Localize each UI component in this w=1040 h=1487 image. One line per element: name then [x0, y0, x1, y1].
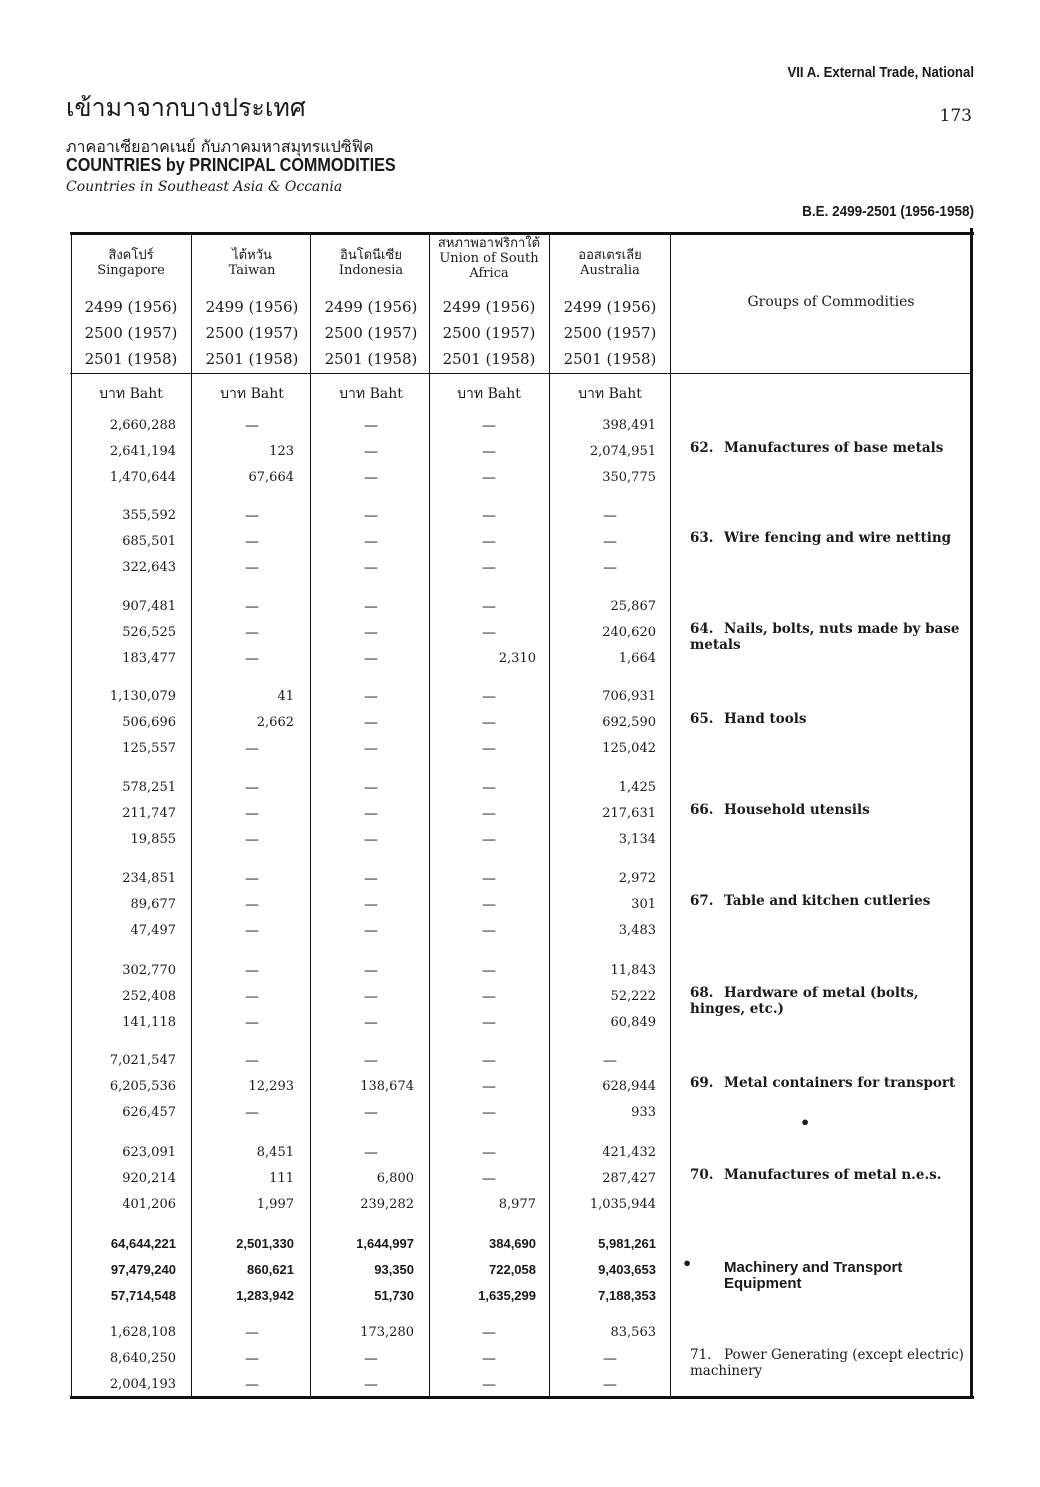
commodity-group — [690, 440, 972, 456]
value-cell: 1,283,942 — [236, 1288, 294, 1303]
empty-dash: — — [482, 1079, 496, 1095]
value-cell: 384,690 — [489, 1236, 536, 1251]
value-cell: 217,631 — [602, 806, 656, 821]
value-cell: 11,843 — [610, 963, 656, 978]
empty-dash: — — [364, 418, 378, 434]
commodity-label: Nails, bolts, nuts made by base metals — [690, 621, 960, 653]
empty-dash: — — [364, 963, 378, 979]
value-cell: 239,282 — [360, 1197, 414, 1212]
commodity-number: 70. — [690, 1167, 714, 1183]
column-header-english: Singapore — [97, 263, 165, 278]
value-cell: 211,747 — [122, 806, 176, 821]
value-cell: 47,497 — [130, 923, 176, 938]
commodity-number: 67. — [690, 893, 714, 909]
empty-dash: — — [482, 1377, 496, 1393]
empty-dash: — — [482, 444, 496, 460]
subtitle-english: Countries in Southeast Asia & Occania — [66, 179, 343, 195]
column-header-english: Taiwan — [228, 263, 276, 278]
value-cell: 2,660,288 — [109, 418, 176, 433]
value-cell: 355,592 — [122, 508, 176, 523]
year-label: 2499 (1956) — [324, 298, 418, 316]
commodity-number: 71. — [690, 1347, 712, 1363]
value-cell: 578,251 — [122, 780, 176, 795]
value-cell: 302,770 — [122, 963, 176, 978]
unit-label: บาท Baht — [99, 386, 163, 402]
column-header — [430, 236, 548, 281]
value-cell: 8,977 — [498, 1197, 536, 1212]
value-cell: 623,091 — [122, 1145, 176, 1160]
value-cell: 9,403,653 — [598, 1262, 656, 1277]
year-label: 2500 (1957) — [324, 324, 418, 342]
value-cell: 626,457 — [122, 1105, 176, 1120]
empty-dash: — — [482, 1145, 496, 1161]
value-cell: 1,635,299 — [478, 1288, 536, 1303]
commodity-group — [690, 530, 972, 546]
year-label: 2500 (1957) — [442, 324, 536, 342]
empty-dash: — — [603, 1377, 617, 1393]
commodity-group-label: Machinery and Transport Equipment — [724, 1259, 903, 1292]
column-rule — [310, 235, 311, 1396]
value-cell: 1,628,108 — [109, 1325, 176, 1340]
empty-dash: — — [245, 989, 259, 1005]
value-cell: 8,640,250 — [109, 1351, 176, 1366]
column-header — [193, 248, 311, 278]
value-cell: 350,775 — [602, 470, 656, 485]
empty-dash: — — [364, 1105, 378, 1121]
empty-dash: — — [482, 1171, 496, 1187]
empty-dash: — — [482, 1053, 496, 1069]
value-cell: 2,004,193 — [109, 1377, 176, 1392]
empty-dash: — — [482, 780, 496, 796]
empty-dash: — — [364, 560, 378, 576]
value-cell: 322,643 — [122, 560, 176, 575]
empty-dash: — — [482, 508, 496, 524]
year-label: 2499 (1956) — [442, 298, 536, 316]
commodity-group — [690, 802, 972, 818]
value-cell: 907,481 — [122, 599, 176, 614]
empty-dash: — — [482, 625, 496, 641]
value-cell: 8,451 — [256, 1145, 294, 1160]
value-cell: 2,662 — [256, 715, 294, 730]
year-label: 2501 (1958) — [563, 350, 657, 368]
commodity-group — [690, 893, 972, 909]
value-cell: 89,677 — [130, 897, 176, 912]
year-label: 2501 (1958) — [442, 350, 536, 368]
value-cell: 628,944 — [602, 1079, 656, 1094]
value-cell: 2,074,951 — [589, 444, 656, 459]
value-cell: 240,620 — [602, 625, 656, 640]
value-cell: 7,021,547 — [109, 1053, 176, 1068]
value-cell: 51,730 — [374, 1288, 414, 1303]
value-cell: 12,293 — [248, 1079, 294, 1094]
commodity-number: 68. — [690, 985, 714, 1001]
empty-dash: — — [482, 832, 496, 848]
empty-dash: — — [245, 1377, 259, 1393]
value-cell: 183,477 — [122, 651, 176, 666]
empty-dash: — — [364, 599, 378, 615]
value-cell: 1,644,997 — [356, 1236, 414, 1251]
empty-dash: — — [364, 806, 378, 822]
empty-dash: — — [482, 989, 496, 1005]
empty-dash: — — [364, 1015, 378, 1031]
empty-dash: — — [482, 1015, 496, 1031]
empty-dash: — — [245, 534, 259, 550]
value-cell: 722,058 — [489, 1262, 536, 1277]
value-cell: 6,800 — [376, 1171, 414, 1186]
column-header-thai: ออสเตรเลีย — [578, 248, 642, 263]
unit-label: บาท Baht — [578, 386, 642, 402]
empty-dash: — — [482, 871, 496, 887]
empty-dash: — — [245, 832, 259, 848]
empty-dash: — — [245, 741, 259, 757]
year-label: 2500 (1957) — [84, 324, 178, 342]
empty-dash: — — [364, 651, 378, 667]
value-cell: 398,491 — [602, 418, 656, 433]
subtitle-thai: ภาคอาเซียอาคเนย์ กับภาคมหาสมุทรแปซิฟิค — [66, 137, 374, 156]
value-cell: 706,931 — [602, 689, 656, 704]
value-cell: 3,483 — [618, 923, 656, 938]
value-cell: 2,310 — [498, 651, 536, 666]
value-cell: 933 — [631, 1105, 656, 1120]
empty-dash: — — [245, 963, 259, 979]
empty-dash: — — [364, 871, 378, 887]
value-cell: 52,222 — [610, 989, 656, 1004]
column-header — [72, 248, 190, 278]
empty-dash: — — [364, 780, 378, 796]
value-cell: 111 — [269, 1171, 294, 1186]
empty-dash: — — [482, 963, 496, 979]
column-rule — [429, 235, 430, 1396]
year-label: 2499 (1956) — [205, 298, 299, 316]
value-cell: 287,427 — [602, 1171, 656, 1186]
empty-dash: — — [364, 897, 378, 913]
commodity-number: 65. — [690, 711, 714, 727]
value-cell: 41 — [277, 689, 294, 704]
empty-dash: — — [364, 1351, 378, 1367]
column-header-english: Union of South Africa — [439, 251, 539, 281]
empty-dash: — — [245, 1015, 259, 1031]
commodity-number: 69. — [690, 1075, 714, 1091]
column-rule — [670, 235, 671, 1396]
value-cell: 3,134 — [618, 832, 656, 847]
column-header-thai: อินโดนีเซีย — [340, 248, 402, 263]
column-header-english: Australia — [580, 263, 640, 278]
empty-dash: — — [364, 923, 378, 939]
value-cell: 301 — [631, 897, 656, 912]
year-label: 2499 (1956) — [84, 298, 178, 316]
empty-dash: — — [364, 625, 378, 641]
value-cell: 64,644,221 — [110, 1236, 176, 1251]
period-label: B.E. 2499-2501 (1956-1958) — [802, 203, 974, 220]
year-label: 2501 (1958) — [84, 350, 178, 368]
empty-dash: — — [603, 1351, 617, 1367]
column-header-thai: ไต้หวัน — [232, 248, 272, 263]
value-cell: 2,972 — [618, 871, 656, 886]
commodity-label: Metal containers for transport — [724, 1075, 956, 1091]
commodity-number: 66. — [690, 802, 714, 818]
commodity-group — [690, 1347, 972, 1379]
year-label: 2499 (1956) — [563, 298, 657, 316]
value-cell: 860,621 — [247, 1262, 294, 1277]
value-cell: 1,130,079 — [109, 689, 176, 704]
value-cell: 57,714,548 — [110, 1288, 176, 1303]
commodity-number: 62. — [690, 440, 714, 456]
unit-label: บาท Baht — [339, 386, 403, 402]
empty-dash: — — [364, 1145, 378, 1161]
empty-dash: — — [364, 470, 378, 486]
empty-dash: — — [603, 560, 617, 576]
empty-dash: — — [245, 651, 259, 667]
column-header-english: Indonesia — [338, 263, 404, 278]
value-cell: 19,855 — [130, 832, 176, 847]
bullet-dot: • — [682, 1254, 693, 1273]
empty-dash: — — [245, 1105, 259, 1121]
empty-dash: — — [245, 871, 259, 887]
value-cell: 67,664 — [248, 470, 294, 485]
empty-dash: — — [482, 715, 496, 731]
empty-dash: — — [482, 560, 496, 576]
empty-dash: — — [603, 1053, 617, 1069]
column-header — [551, 248, 669, 278]
commodity-label: Manufactures of metal n.e.s. — [724, 1167, 942, 1183]
commodity-group — [690, 1167, 972, 1183]
value-cell: 526,525 — [122, 625, 176, 640]
value-cell: 685,501 — [122, 534, 176, 549]
empty-dash: — — [482, 689, 496, 705]
value-cell: 125,557 — [122, 741, 176, 756]
empty-dash: — — [245, 1053, 259, 1069]
empty-dash: — — [482, 1351, 496, 1367]
commodity-number: 64. — [690, 621, 714, 637]
commodity-group — [690, 1075, 972, 1091]
empty-dash: — — [364, 689, 378, 705]
empty-dash: — — [245, 1325, 259, 1341]
header-bottom-rule — [70, 373, 970, 374]
commodity-group — [690, 711, 972, 727]
value-cell: 25,867 — [610, 599, 656, 614]
empty-dash: — — [482, 1325, 496, 1341]
empty-dash: — — [482, 923, 496, 939]
year-label: 2500 (1957) — [563, 324, 657, 342]
empty-dash: — — [245, 560, 259, 576]
empty-dash: — — [364, 508, 378, 524]
empty-dash: — — [245, 418, 259, 434]
value-cell: 401,206 — [122, 1197, 176, 1212]
empty-dash: — — [364, 715, 378, 731]
value-cell: 234,851 — [122, 871, 176, 886]
empty-dash: — — [245, 625, 259, 641]
column-header-thai: สิงคโปร์ — [108, 248, 154, 263]
column-rule — [191, 235, 192, 1396]
year-label: 2501 (1958) — [324, 350, 418, 368]
empty-dash: — — [482, 534, 496, 550]
groups-of-commodities-header: Groups of Commodities — [747, 294, 915, 310]
value-cell: 920,214 — [122, 1171, 176, 1186]
value-cell: 5,981,261 — [598, 1236, 656, 1251]
value-cell: 123 — [269, 444, 294, 459]
value-cell: 138,674 — [360, 1079, 414, 1094]
value-cell: 141,118 — [122, 1015, 176, 1030]
empty-dash: — — [482, 599, 496, 615]
commodity-label: Hardware of metal (bolts, hinges, etc.) — [690, 985, 919, 1017]
column-header-thai: สหภาพอาฟริกาใต้ — [437, 236, 541, 251]
year-label: 2501 (1958) — [205, 350, 299, 368]
empty-dash: — — [245, 599, 259, 615]
commodity-label: Table and kitchen cutleries — [724, 893, 931, 909]
empty-dash: — — [364, 534, 378, 550]
value-cell: 421,432 — [602, 1145, 656, 1160]
commodity-label: Household utensils — [724, 802, 870, 818]
value-cell: 125,042 — [602, 741, 656, 756]
commodity-group — [690, 621, 972, 653]
empty-dash: — — [482, 741, 496, 757]
value-cell: 1,035,944 — [589, 1197, 656, 1212]
empty-dash: — — [603, 508, 617, 524]
value-cell: 506,696 — [122, 715, 176, 730]
empty-dash: — — [482, 1105, 496, 1121]
empty-dash: — — [482, 470, 496, 486]
year-label: 2500 (1957) — [205, 324, 299, 342]
column-header — [312, 248, 430, 278]
empty-dash: — — [364, 1377, 378, 1393]
empty-dash: — — [245, 780, 259, 796]
empty-dash: — — [245, 1351, 259, 1367]
title-thai: เข้ามาจากบางประเทศ — [66, 93, 306, 122]
value-cell: 97,479,240 — [110, 1262, 176, 1277]
commodity-label: Hand tools — [724, 711, 807, 727]
value-cell: 2,641,194 — [109, 444, 176, 459]
value-cell: 1,470,644 — [109, 470, 176, 485]
commodity-label: Manufactures of base metals — [724, 440, 944, 456]
empty-dash: — — [603, 534, 617, 550]
empty-dash: — — [245, 806, 259, 822]
section-title: VII A. External Trade, National — [787, 64, 974, 81]
value-cell: 1,425 — [618, 780, 656, 795]
empty-dash: — — [482, 418, 496, 434]
value-cell: 692,590 — [602, 715, 656, 730]
table-top-rule — [70, 232, 974, 235]
commodity-group — [690, 985, 972, 1017]
empty-dash: — — [364, 741, 378, 757]
empty-dash: — — [245, 508, 259, 524]
empty-dash: — — [364, 444, 378, 460]
value-cell: 60,849 — [610, 1015, 656, 1030]
value-cell: 83,563 — [610, 1325, 656, 1340]
empty-dash: — — [364, 1053, 378, 1069]
page-number: 173 — [939, 106, 972, 126]
empty-dash: — — [482, 897, 496, 913]
empty-dash: — — [364, 989, 378, 1005]
bullet-dot: • — [800, 1113, 811, 1132]
table-bottom-rule — [70, 1396, 974, 1399]
value-cell: 2,501,330 — [236, 1236, 294, 1251]
value-cell: 252,408 — [122, 989, 176, 1004]
empty-dash: — — [482, 806, 496, 822]
commodity-number: 63. — [690, 530, 714, 546]
value-cell: 1,664 — [618, 651, 656, 666]
unit-label: บาท Baht — [220, 386, 284, 402]
title-english: COUNTRIES by PRINCIPAL COMMODITIES — [66, 155, 396, 175]
value-cell: 1,997 — [256, 1197, 294, 1212]
empty-dash: — — [245, 897, 259, 913]
empty-dash: — — [364, 832, 378, 848]
commodity-label: Power Generating (except electric) machinery — [690, 1347, 964, 1379]
unit-label: บาท Baht — [457, 386, 521, 402]
commodity-label: Wire fencing and wire netting — [724, 530, 952, 546]
empty-dash: — — [245, 923, 259, 939]
value-cell: 6,205,536 — [109, 1079, 176, 1094]
value-cell: 93,350 — [374, 1262, 414, 1277]
value-cell: 173,280 — [360, 1325, 414, 1340]
value-cell: 7,188,353 — [598, 1288, 656, 1303]
